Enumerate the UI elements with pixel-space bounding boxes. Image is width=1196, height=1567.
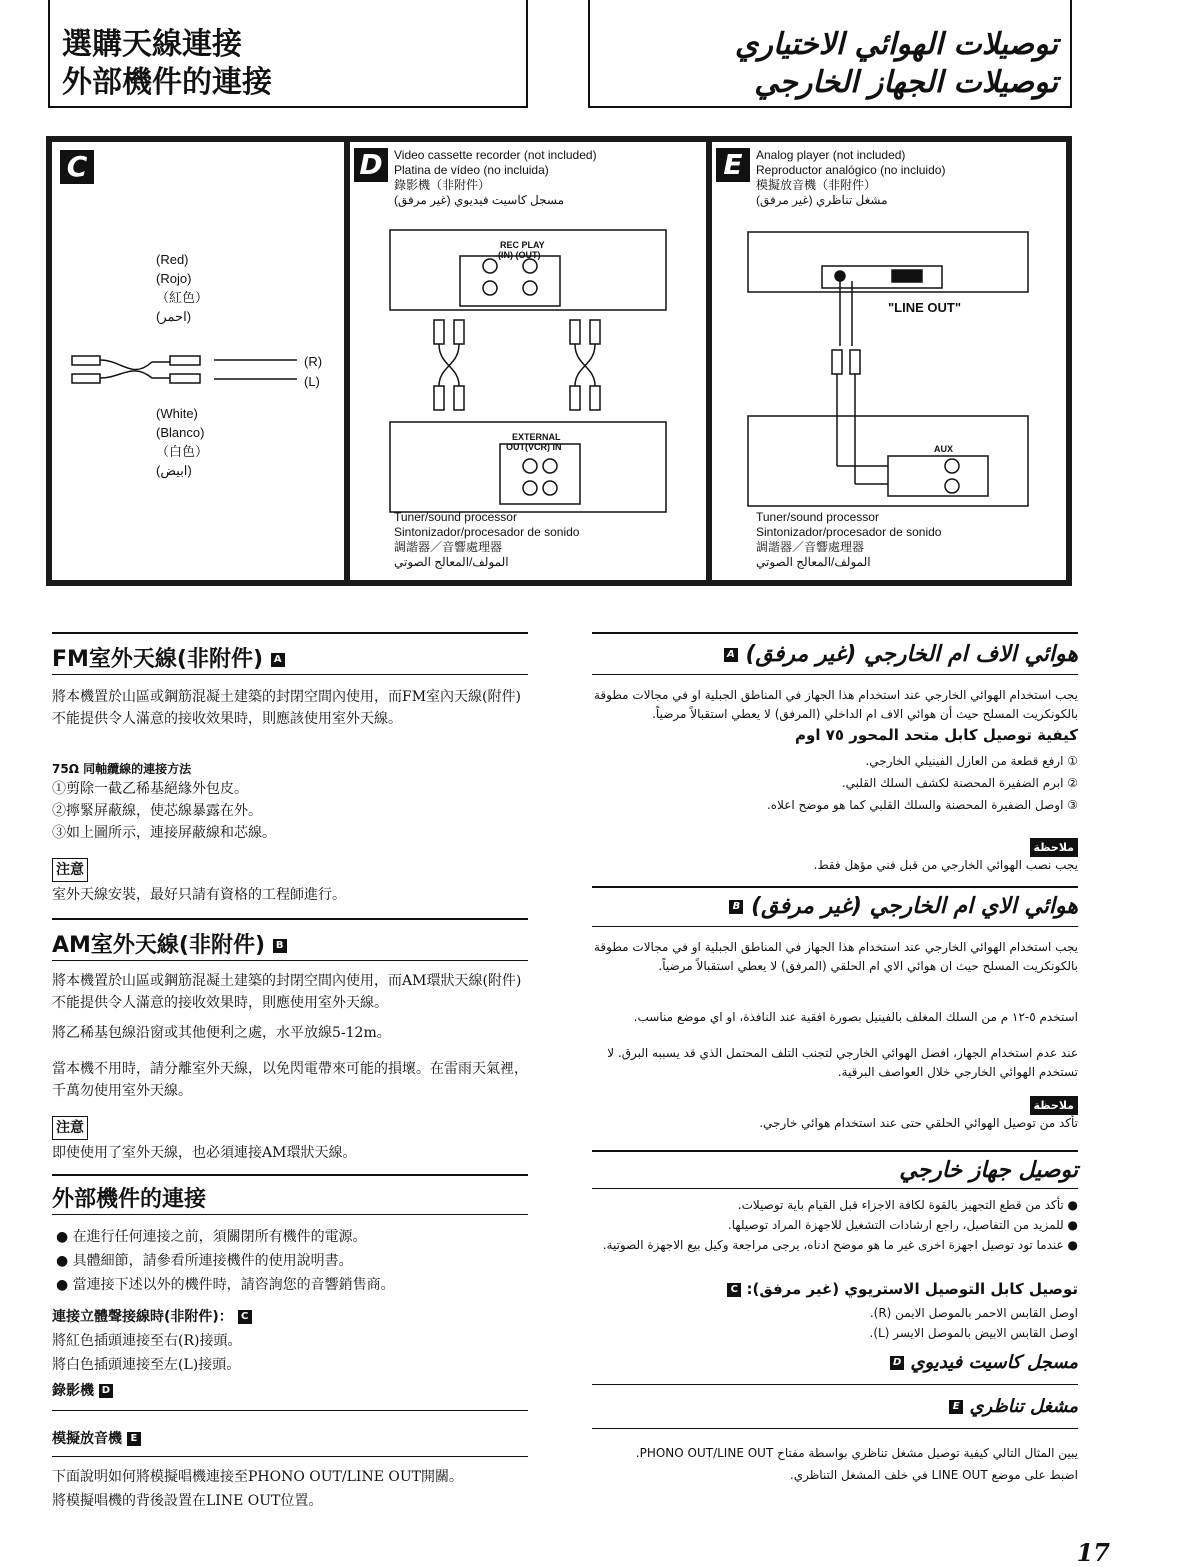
ar-ext-bullet1: ● تأكد من قطع التجهيز بالقوة لكافة الاجزاء قبل القيام باية توصيلات.: [737, 1198, 1078, 1212]
cn-analog-line2: 將模擬唱機的背後設置在LINE OUT位置。: [52, 1493, 323, 1509]
ar-fm-step3: ③ اوصل الضفيرة المحصنة والسلك القلبي كما هو موضح اعلاه.: [766, 798, 1078, 812]
ar-analog-title: مشغل تناظري E: [592, 1396, 1078, 1417]
cn-ext-bullet2: ● 具體細節，請參看所連接機件的使用說明書。: [56, 1253, 353, 1269]
cn-rule-ext: [52, 1174, 528, 1176]
tuner-e-en: Tuner/sound processor: [756, 510, 879, 524]
cn-fm-step1: ①剪除一截乙稀基絕緣外包皮。: [52, 781, 248, 797]
cn-vcr-title: 錄影機 D: [52, 1380, 113, 1402]
ar-am-text1: يجب استخدام الهوائي الخارجي عند استخدام هذا الجهاز في المناطق الجبلية او في مجالات مطوقة بالكونكريت المسلح حيث ان هوائي الاي ام الحلقي (المرفق) لا يعطي استقبالاً مرضياً.: [593, 940, 1078, 973]
cn-analog-line1: 下面說明如何將模擬唱機連接至PHONO OUT/LINE OUT開關。: [52, 1469, 463, 1485]
tuner-e-es: Sintonizador/procesador de sonido: [756, 525, 942, 539]
tuner-d-ar: المولف/المعالج الصوتي: [394, 555, 509, 569]
ar-rule-fm: [592, 632, 1078, 634]
cn-am-text2: 將乙稀基包線沿窗或其他便利之處，水平放線5-12m。: [52, 1025, 391, 1041]
ar-stereo-badge: C: [727, 1283, 741, 1297]
cn-fm-note-label: 注意: [52, 858, 88, 882]
vcr-title-cn: 錄影機（非附件）: [394, 178, 491, 192]
ar-stereo-line1: اوصل القابس الاحمر بالموصل الايمن (R).: [869, 1306, 1078, 1320]
tuner-e-ar: المولف/المعالج الصوتي: [756, 555, 871, 569]
ar-fm-sub: كيفية توصيل كابل متحد المحور ٧٥ اوم: [795, 726, 1078, 744]
analog-connection-drawing: [712, 226, 1066, 516]
white-label-es: (Blanco): [156, 425, 205, 440]
tuner-d-en: Tuner/sound processor: [394, 510, 517, 524]
ar-rule-analog-under: [592, 1428, 1078, 1429]
ar-am-title: هوائي الاي ام الخارجي (غير مرفق) B: [592, 894, 1078, 919]
cn-fm-step2: ②擰緊屏蔽線，使芯線暴露在外。: [52, 803, 262, 819]
red-label-es: (Rojo): [156, 271, 192, 286]
out-vcr-in-label: OUT(VCR) IN: [506, 442, 562, 452]
ar-fm-step1: ① ارفع قطعة من العازل الفينيلي الخارجي.: [865, 754, 1078, 768]
cn-fm-sub: 75Ω 同軸纜線的連接方法: [52, 762, 192, 776]
cable-l-label: (L): [304, 374, 320, 389]
cn-rule-vcr-under: [52, 1410, 528, 1411]
white-label-cn: （白色）: [156, 444, 209, 459]
cn-stereo-title: 連接立體聲接線時(非附件)： C: [52, 1306, 252, 1328]
ar-rule-am-under: [592, 926, 1078, 927]
aux-label: AUX: [934, 444, 954, 454]
cn-stereo-line2: 將白色插頭連接至左(L)接頭。: [52, 1357, 241, 1373]
cn-stereo-badge: C: [238, 1310, 252, 1324]
cn-fm-text: 將本機置於山區或鋼筋混凝土建築的封閉空間內使用，而FM室內天線(附件)不能提供令人滿意的接收效果時，則應該使用室外天線。: [52, 689, 521, 727]
tuner-d-es: Sintonizador/procesador de sonido: [394, 525, 580, 539]
red-label-ar: (احمر): [156, 309, 192, 324]
ar-am-note: تأكد من توصيل الهوائي الحلقي حتى عند استخدام هوائي خارجي.: [759, 1116, 1078, 1130]
cn-rule-analog-under: [52, 1456, 528, 1457]
diagram-frame: [46, 136, 1072, 586]
white-label-ar: (ابيض): [156, 463, 192, 478]
tuner-label-e: [756, 510, 941, 570]
panel-e: [712, 142, 1066, 580]
ar-rule-vcr-under: [592, 1384, 1078, 1385]
ar-vcr-title: مسجل كاسيت فيديوي D: [592, 1352, 1078, 1373]
ar-ext-bullet2: ● للمزيد من التفاصيل، راجع ارشادات التشغيل للاجهزة المراد توصيلها.: [727, 1218, 1078, 1232]
ar-fm-title: هوائي الاف ام الخارجي (غير مرفق) A: [592, 642, 1078, 667]
white-label-group: [156, 404, 208, 480]
ar-vcr-badge: D: [890, 1356, 904, 1370]
ar-analog-line2: اضبط على موضع LINE OUT في خلف المشغل التناظري.: [789, 1468, 1078, 1482]
in-out-label: (IN) (OUT): [498, 250, 541, 260]
vcr-title: [394, 148, 597, 208]
ar-stereo-title: توصيل كابل التوصيل الاستريوي (غير مرفق): C: [592, 1280, 1078, 1298]
cn-rule-fm: [52, 632, 528, 634]
tuner-e-cn: 調諧器／音響處理器: [756, 540, 865, 554]
cn-vcr-badge: D: [99, 1384, 113, 1398]
ar-am-text3: عند عدم استخدام الجهاز، افصل الهوائي الخارجي لتجنب التلف المحتمل الذي قد يسببه البرق. لا تستخدم الهوائي الخارجي خلال العواصف البرقية.: [607, 1046, 1078, 1079]
header-arabic-box: [588, 0, 1072, 108]
rec-play-label: REC PLAY: [500, 240, 545, 250]
vcr-title-es: Platina de vídeo (no incluida): [394, 163, 549, 177]
tuner-d-cn: 調諧器／音響處理器: [394, 540, 503, 554]
cn-rule-am: [52, 918, 528, 920]
cn-rule-ext-under: [52, 1214, 528, 1215]
header-ar-line2: توصيلات الجهاز الخارجي: [754, 65, 1058, 100]
ar-analog-badge: E: [949, 1400, 963, 1414]
analog-title-cn: 模擬放音機（非附件）: [756, 178, 877, 192]
ar-fm-step2: ② ابرم الضفيرة المحصنة لكشف السلك القلبي.: [841, 776, 1078, 790]
cn-am-note-label: 注意: [52, 1116, 88, 1140]
header-ar-line1: توصيلات الهوائي الاختياري: [734, 27, 1058, 62]
cn-analog-title: 模擬放音機 E: [52, 1428, 141, 1450]
analog-title-es: Reproductor analógico (no incluido): [756, 163, 946, 177]
ar-analog-line1: يبين المثال التالي كيفية توصيل مشغل تناظري بواسطة مفتاح PHONO OUT/LINE OUT.: [635, 1446, 1078, 1460]
cn-fm-badge: A: [271, 653, 285, 667]
external-label: EXTERNAL: [512, 432, 561, 442]
panel-e-letter: E: [716, 148, 750, 182]
ar-rule-ext-under: [592, 1188, 1078, 1189]
panel-d: [350, 142, 706, 580]
analog-title: [756, 148, 945, 208]
ar-rule-fm-under: [592, 674, 1078, 675]
cn-am-note: 即使使用了室外天線，也必須連接AM環狀天線。: [52, 1145, 357, 1161]
ar-fm-note-label: ملاحظة: [592, 838, 1078, 857]
cn-rule-fm-under: [52, 674, 528, 675]
stereo-cable-drawing: [52, 332, 344, 402]
vcr-connection-drawing: [350, 226, 706, 516]
cn-am-text1: 將本機置於山區或鋼筋混凝土建築的封閉空間內使用，而AM環狀天線(附件)不能提供令人滿意的接收效果時，則應使用室外天線。: [52, 973, 522, 1011]
header-cn-line2: 外部機件的連接: [62, 65, 272, 100]
header-chinese-box: [48, 0, 528, 108]
panel-c-letter: C: [60, 150, 94, 184]
ar-rule-ext: [592, 1150, 1078, 1152]
ar-ext-bullet3: ● عندما تود توصيل اجهزة اخرى غير ما هو موضح ادناه، يرجى مراجعة وكيل بيع الاجهزة الصوتية.: [602, 1238, 1078, 1252]
ar-am-badge: B: [729, 900, 743, 914]
cn-analog-badge: E: [127, 1432, 141, 1446]
red-label-cn: （紅色）: [156, 290, 209, 305]
ar-fm-text: يجب استخدام الهوائي الخارجي عند استخدام هذا الجهاز في المناطق الجبلية او في مجالات مطوقة بالكونكريت المسلح حيث أن هوائي الاف ام الداخلي (المرفق) لا يعطي استقبالاً مرضياً.: [593, 688, 1078, 721]
cable-r-label: (R): [304, 354, 323, 369]
cn-ext-title: 外部機件的連接: [52, 1187, 207, 1212]
panel-c: [52, 142, 344, 580]
header-cn-line1: 選購天線連接: [62, 27, 242, 62]
analog-title-ar: مشغل تناظري (غير مرفق): [756, 193, 888, 207]
ar-ext-title: توصيل جهاز خارجي: [899, 1158, 1078, 1183]
ar-stereo-line2: اوصل القابس الابيض بالموصل الايسر (L).: [869, 1326, 1078, 1340]
cn-ext-bullet3: ● 當連接下述以外的機件時，請咨詢您的音響銷售商。: [56, 1277, 395, 1293]
page-number: 17: [1076, 1538, 1110, 1567]
ar-fm-badge: A: [724, 648, 738, 662]
white-label-en: (White): [156, 406, 198, 421]
cn-am-title: AM室外天線(非附件) B: [52, 928, 287, 959]
cn-fm-title: FM室外天線(非附件) A: [52, 642, 285, 673]
cn-ext-bullet1: ● 在進行任何連接之前，須關閉所有機件的電源。: [56, 1229, 367, 1245]
cn-fm-step3: ③如上圖所示，連接屏蔽線和芯線。: [52, 825, 276, 841]
vcr-title-ar: مسجل كاسيت فيديوي (غير مرفق): [394, 193, 565, 207]
cn-rule-am-under: [52, 960, 528, 961]
analog-title-en: Analog player (not included): [756, 148, 906, 162]
red-label-group: [156, 250, 208, 326]
line-out-label: "LINE OUT": [888, 300, 961, 315]
cn-stereo-line1: 將紅色插頭連接至右(R)接頭。: [52, 1333, 242, 1349]
cn-fm-note: 室外天線安裝，最好只請有資格的工程師進行。: [52, 887, 346, 903]
panel-d-letter: D: [354, 148, 388, 182]
ar-fm-note: يجب نصب الهوائي الخارجي من قبل فني مؤهل فقط.: [813, 858, 1078, 872]
ar-rule-am: [592, 886, 1078, 888]
tuner-label-d: [394, 510, 579, 570]
cn-am-text3: 當本機不用時，請分離室外天線，以免閃電帶來可能的損壞。在雷雨天氣裡，千萬勿使用室外天線。: [52, 1061, 528, 1099]
ar-am-text2: استخدم ٥-١٢ م من السلك المغلف بالفينيل بصورة افقية عند النافذة، او اي موضع مناسب.: [633, 1010, 1078, 1024]
red-label-en: (Red): [156, 252, 189, 267]
vcr-title-en: Video cassette recorder (not included): [394, 148, 597, 162]
ar-am-note-label: ملاحظة: [592, 1096, 1078, 1115]
cn-am-badge: B: [273, 939, 287, 953]
